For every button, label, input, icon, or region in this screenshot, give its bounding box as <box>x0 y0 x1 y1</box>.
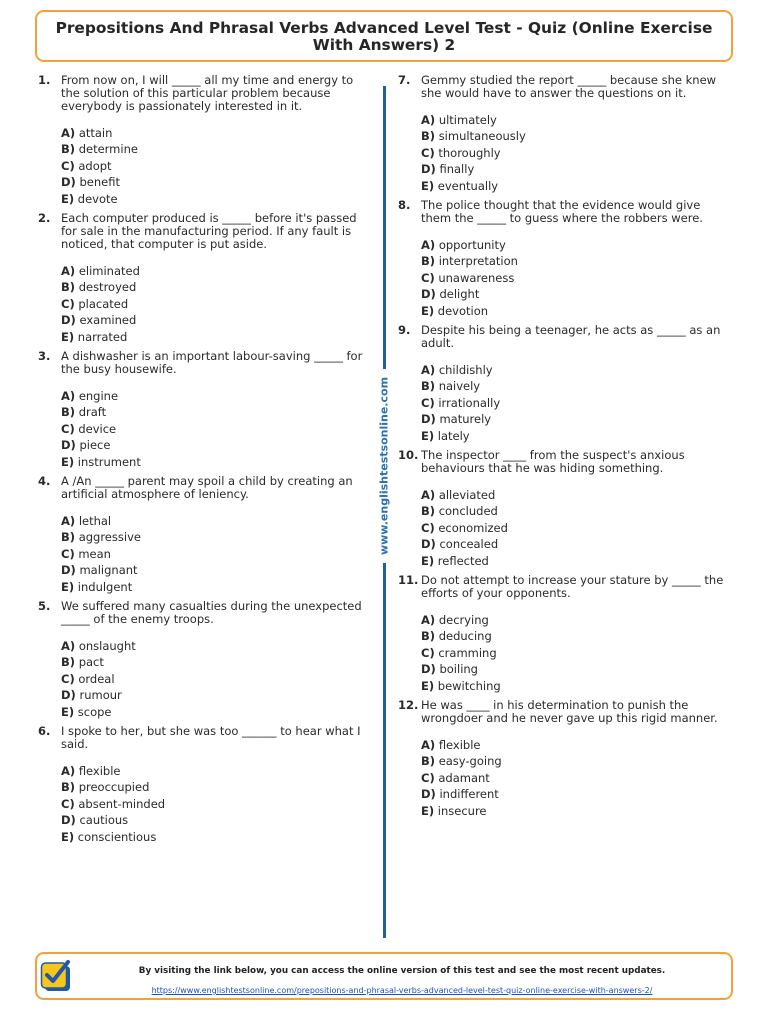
option-d <box>61 174 373 191</box>
question-text: I spoke to her, but she was too ______ to hear what I said. <box>61 723 361 751</box>
option-text: delight <box>439 287 480 302</box>
question-8 <box>398 199 733 320</box>
question-text: Each computer produced is _____ before it's passed for sale in the manufacturing period. If any fault is noticed, that computer is put aside. <box>61 210 357 251</box>
option-c <box>421 520 733 537</box>
option-letter: D) <box>421 287 436 302</box>
option-text: naively <box>438 379 481 394</box>
option-d <box>421 161 733 178</box>
question-text: Do not attempt to increase your stature by _____ the efforts of your opponents. <box>421 572 724 600</box>
question-text: Despite his being a teenager, he acts as _____ as an adult. <box>421 322 721 350</box>
question-body <box>421 74 733 195</box>
option-text: finally <box>439 162 475 177</box>
question-4 <box>38 475 373 596</box>
answer-options <box>421 612 733 695</box>
option-text: reflected <box>437 553 489 568</box>
option-b <box>61 279 373 296</box>
option-c <box>421 770 733 787</box>
option-text: interpretation <box>438 254 518 269</box>
answer-options <box>61 388 373 471</box>
option-c <box>421 395 733 412</box>
option-text: aggressive <box>78 530 141 545</box>
answer-options <box>61 513 373 596</box>
option-text: ultimately <box>438 112 497 127</box>
option-letter: E) <box>61 454 75 469</box>
footer-box <box>35 952 733 1000</box>
option-a <box>61 263 373 280</box>
option-text: indulgent <box>77 579 133 594</box>
option-text: boiling <box>439 662 478 677</box>
option-e <box>421 553 733 570</box>
option-text: irrationally <box>438 395 501 410</box>
option-letter: A) <box>421 237 436 252</box>
question-text: He was ____ in his determination to punish the wrongdoer and he never gave up this rigid manner. <box>421 697 718 725</box>
option-text: attain <box>78 125 113 140</box>
option-text: flexible <box>78 763 121 778</box>
option-letter: C) <box>61 671 75 686</box>
option-letter: D) <box>61 813 76 828</box>
option-e <box>61 579 373 596</box>
option-letter: A) <box>61 125 76 140</box>
answer-options <box>61 638 373 721</box>
option-text: pact <box>78 655 104 670</box>
option-text: placated <box>78 296 129 311</box>
option-b <box>421 753 733 770</box>
option-letter: C) <box>421 520 435 535</box>
option-letter: C) <box>421 395 435 410</box>
option-text: concluded <box>438 504 498 519</box>
option-letter: E) <box>421 803 435 818</box>
question-number: 4. <box>38 473 51 488</box>
question-5 <box>38 600 373 721</box>
option-letter: D) <box>61 175 76 190</box>
option-letter: A) <box>61 638 76 653</box>
option-text: cautious <box>79 813 129 828</box>
option-letter: E) <box>421 553 435 568</box>
option-a <box>421 612 733 629</box>
option-letter: A) <box>421 487 436 502</box>
option-text: adopt <box>78 158 112 173</box>
option-letter: E) <box>421 303 435 318</box>
option-letter: B) <box>421 504 436 519</box>
option-letter: E) <box>61 329 75 344</box>
option-letter: D) <box>421 412 436 427</box>
option-text: device <box>78 421 117 436</box>
option-d <box>421 286 733 303</box>
question-number: 7. <box>398 72 411 87</box>
option-text: insecure <box>437 803 487 818</box>
option-text: easy-going <box>438 754 502 769</box>
option-b <box>61 654 373 671</box>
option-a <box>421 112 733 129</box>
question-text: The police thought that the evidence would give them the _____ to guess where the robbers were. <box>421 197 703 225</box>
question-body <box>421 324 733 445</box>
option-c <box>61 671 373 688</box>
option-b <box>421 378 733 395</box>
question-body <box>61 475 373 596</box>
question-body <box>421 199 733 320</box>
option-text: bewitching <box>437 678 501 693</box>
option-text: lately <box>437 428 470 443</box>
option-letter: B) <box>421 379 436 394</box>
column-divider-bottom <box>383 563 386 938</box>
option-d <box>421 786 733 803</box>
option-text: deducing <box>438 629 492 644</box>
option-text: adamant <box>438 770 490 785</box>
question-text: A dishwasher is an important labour-saving _____ for the busy housewife. <box>61 348 363 376</box>
option-text: lethal <box>78 513 112 528</box>
option-letter: E) <box>61 191 75 206</box>
option-letter: B) <box>421 254 436 269</box>
option-b <box>61 141 373 158</box>
option-letter: C) <box>421 270 435 285</box>
option-letter: E) <box>421 428 435 443</box>
option-text: destroyed <box>78 280 137 295</box>
option-text: examined <box>79 313 137 328</box>
option-a <box>61 125 373 142</box>
option-text: decrying <box>438 612 489 627</box>
option-text: devotion <box>437 303 489 318</box>
question-text: Gemmy studied the report _____ because she knew she would have to answer the questions on it. <box>421 72 717 100</box>
option-letter: C) <box>61 796 75 811</box>
option-text: malignant <box>79 563 138 578</box>
option-d <box>61 687 373 704</box>
option-letter: A) <box>61 263 76 278</box>
answer-options <box>61 263 373 346</box>
option-d <box>61 812 373 829</box>
option-b <box>421 628 733 645</box>
option-text: alleviated <box>438 487 496 502</box>
option-text: mean <box>78 546 111 561</box>
option-text: preoccupied <box>78 780 150 795</box>
option-letter: B) <box>61 780 76 795</box>
option-letter: D) <box>61 438 76 453</box>
option-letter: A) <box>421 112 436 127</box>
option-text: cramming <box>438 645 497 660</box>
option-letter: B) <box>61 530 76 545</box>
option-text: indifferent <box>439 787 499 802</box>
question-2 <box>38 212 373 346</box>
question-body <box>421 699 733 820</box>
question-3 <box>38 350 373 471</box>
option-d <box>61 437 373 454</box>
option-text: rumour <box>79 688 122 703</box>
option-letter: E) <box>421 678 435 693</box>
question-number: 12. <box>398 697 419 712</box>
answer-options <box>61 125 373 208</box>
option-text: benefit <box>79 175 120 190</box>
option-letter: A) <box>61 513 76 528</box>
option-a <box>421 237 733 254</box>
option-text: unawareness <box>438 270 515 285</box>
question-9 <box>398 324 733 445</box>
question-number: 11. <box>398 572 419 587</box>
option-letter: B) <box>61 405 76 420</box>
option-b <box>61 779 373 796</box>
option-letter: B) <box>421 754 436 769</box>
option-letter: A) <box>421 612 436 627</box>
option-text: concealed <box>439 537 499 552</box>
option-d <box>61 562 373 579</box>
option-c <box>421 270 733 287</box>
option-letter: D) <box>61 563 76 578</box>
option-a <box>421 362 733 379</box>
option-b <box>61 529 373 546</box>
option-text: economized <box>438 520 508 535</box>
option-letter: B) <box>61 280 76 295</box>
option-text: onslaught <box>78 638 136 653</box>
option-text: narrated <box>77 329 128 344</box>
footer-note: By visiting the link below, you can access the online version of this test and see the most recent updates. <box>138 966 666 976</box>
question-body <box>421 449 733 570</box>
option-letter: D) <box>421 162 436 177</box>
question-text: A /An _____ parent may spoil a child by creating an artificial atmosphere of leniency. <box>61 473 353 501</box>
answer-options <box>421 112 733 195</box>
title-box <box>35 10 733 62</box>
answer-options <box>421 362 733 445</box>
option-d <box>61 312 373 329</box>
left-column <box>38 74 373 850</box>
footer-text <box>73 964 731 997</box>
option-text: piece <box>79 438 111 453</box>
option-text: opportunity <box>438 237 506 252</box>
option-text: flexible <box>438 737 481 752</box>
option-letter: D) <box>421 787 436 802</box>
option-text: eliminated <box>78 263 140 278</box>
option-letter: C) <box>61 421 75 436</box>
question-12 <box>398 699 733 820</box>
column-divider-top <box>383 86 386 369</box>
answer-options <box>421 737 733 820</box>
option-letter: C) <box>421 645 435 660</box>
question-body <box>61 600 373 721</box>
option-letter: B) <box>61 142 76 157</box>
option-d <box>421 536 733 553</box>
option-e <box>61 191 373 208</box>
option-text: childishly <box>438 362 493 377</box>
option-letter: E) <box>61 704 75 719</box>
option-letter: D) <box>61 313 76 328</box>
site-watermark-vertical: www.englishtestsonline.com <box>377 376 391 556</box>
option-e <box>61 329 373 346</box>
option-letter: C) <box>61 158 75 173</box>
option-text: draft <box>78 405 107 420</box>
option-text: scope <box>77 704 112 719</box>
question-number: 1. <box>38 72 51 87</box>
option-letter: A) <box>61 388 76 403</box>
question-number: 5. <box>38 598 51 613</box>
option-c <box>61 546 373 563</box>
option-letter: E) <box>61 579 75 594</box>
option-letter: E) <box>61 829 75 844</box>
answer-options <box>61 763 373 846</box>
option-b <box>61 404 373 421</box>
option-text: engine <box>78 388 119 403</box>
page-title: Prepositions And Phrasal Verbs Advanced Level Test - Quiz (Online Exercise With Answers) 2 <box>55 19 713 54</box>
question-text: We suffered many casualties during the unexpected _____ of the enemy troops. <box>61 598 362 626</box>
right-column <box>398 74 733 824</box>
option-letter: C) <box>421 145 435 160</box>
question-number: 8. <box>398 197 411 212</box>
option-letter: E) <box>421 178 435 193</box>
option-e <box>421 428 733 445</box>
question-6 <box>38 725 373 846</box>
option-e <box>421 303 733 320</box>
option-text: conscientious <box>77 829 157 844</box>
option-letter: D) <box>421 537 436 552</box>
question-body <box>421 574 733 695</box>
option-a <box>61 388 373 405</box>
option-e <box>421 678 733 695</box>
option-e <box>61 454 373 471</box>
question-1 <box>38 74 373 208</box>
option-text: thoroughly <box>438 145 501 160</box>
option-text: devote <box>77 191 118 206</box>
option-text: absent-minded <box>78 796 166 811</box>
option-b <box>421 503 733 520</box>
question-body <box>61 212 373 346</box>
option-a <box>421 487 733 504</box>
checkbox-check-icon <box>40 957 72 993</box>
answer-options <box>421 487 733 570</box>
option-a <box>61 763 373 780</box>
option-c <box>61 158 373 175</box>
question-number: 3. <box>38 348 51 363</box>
question-number: 9. <box>398 322 411 337</box>
option-letter: C) <box>421 770 435 785</box>
option-c <box>421 145 733 162</box>
option-d <box>421 661 733 678</box>
option-letter: D) <box>61 688 76 703</box>
option-letter: B) <box>421 629 436 644</box>
option-a <box>61 513 373 530</box>
option-text: ordeal <box>78 671 115 686</box>
answer-options <box>421 237 733 320</box>
option-letter: C) <box>61 296 75 311</box>
option-c <box>61 296 373 313</box>
option-e <box>61 704 373 721</box>
question-number: 6. <box>38 723 51 738</box>
question-number: 10. <box>398 447 419 462</box>
option-c <box>61 796 373 813</box>
option-text: maturely <box>439 412 492 427</box>
option-d <box>421 411 733 428</box>
option-c <box>61 421 373 438</box>
option-b <box>421 128 733 145</box>
option-e <box>61 829 373 846</box>
option-b <box>421 253 733 270</box>
question-body <box>61 74 373 208</box>
option-a <box>421 737 733 754</box>
option-text: simultaneously <box>438 129 526 144</box>
option-e <box>421 803 733 820</box>
question-10 <box>398 449 733 570</box>
option-text: determine <box>78 142 138 157</box>
option-letter: B) <box>61 655 76 670</box>
option-c <box>421 645 733 662</box>
option-letter: A) <box>61 763 76 778</box>
question-text: The inspector ____ from the suspect's anxious behaviours that he was hiding something. <box>421 447 685 475</box>
option-letter: B) <box>421 129 436 144</box>
question-body <box>61 725 373 846</box>
option-letter: C) <box>61 546 75 561</box>
question-number: 2. <box>38 210 51 225</box>
option-text: eventually <box>437 178 499 193</box>
option-text: instrument <box>77 454 141 469</box>
option-letter: D) <box>421 662 436 677</box>
option-a <box>61 638 373 655</box>
question-7 <box>398 74 733 195</box>
option-e <box>421 178 733 195</box>
online-version-link[interactable]: https://www.englishtestsonline.com/prepositions-and-phrasal-verbs-advanced-level-test-quiz-online-exercise-with-answers-2/ <box>151 986 653 995</box>
option-letter: A) <box>421 362 436 377</box>
question-body <box>61 350 373 471</box>
question-11 <box>398 574 733 695</box>
option-letter: A) <box>421 737 436 752</box>
question-text: From now on, I will _____ all my time and energy to the solution of this particular problem because everybody is passionately interested in it. <box>61 72 354 113</box>
